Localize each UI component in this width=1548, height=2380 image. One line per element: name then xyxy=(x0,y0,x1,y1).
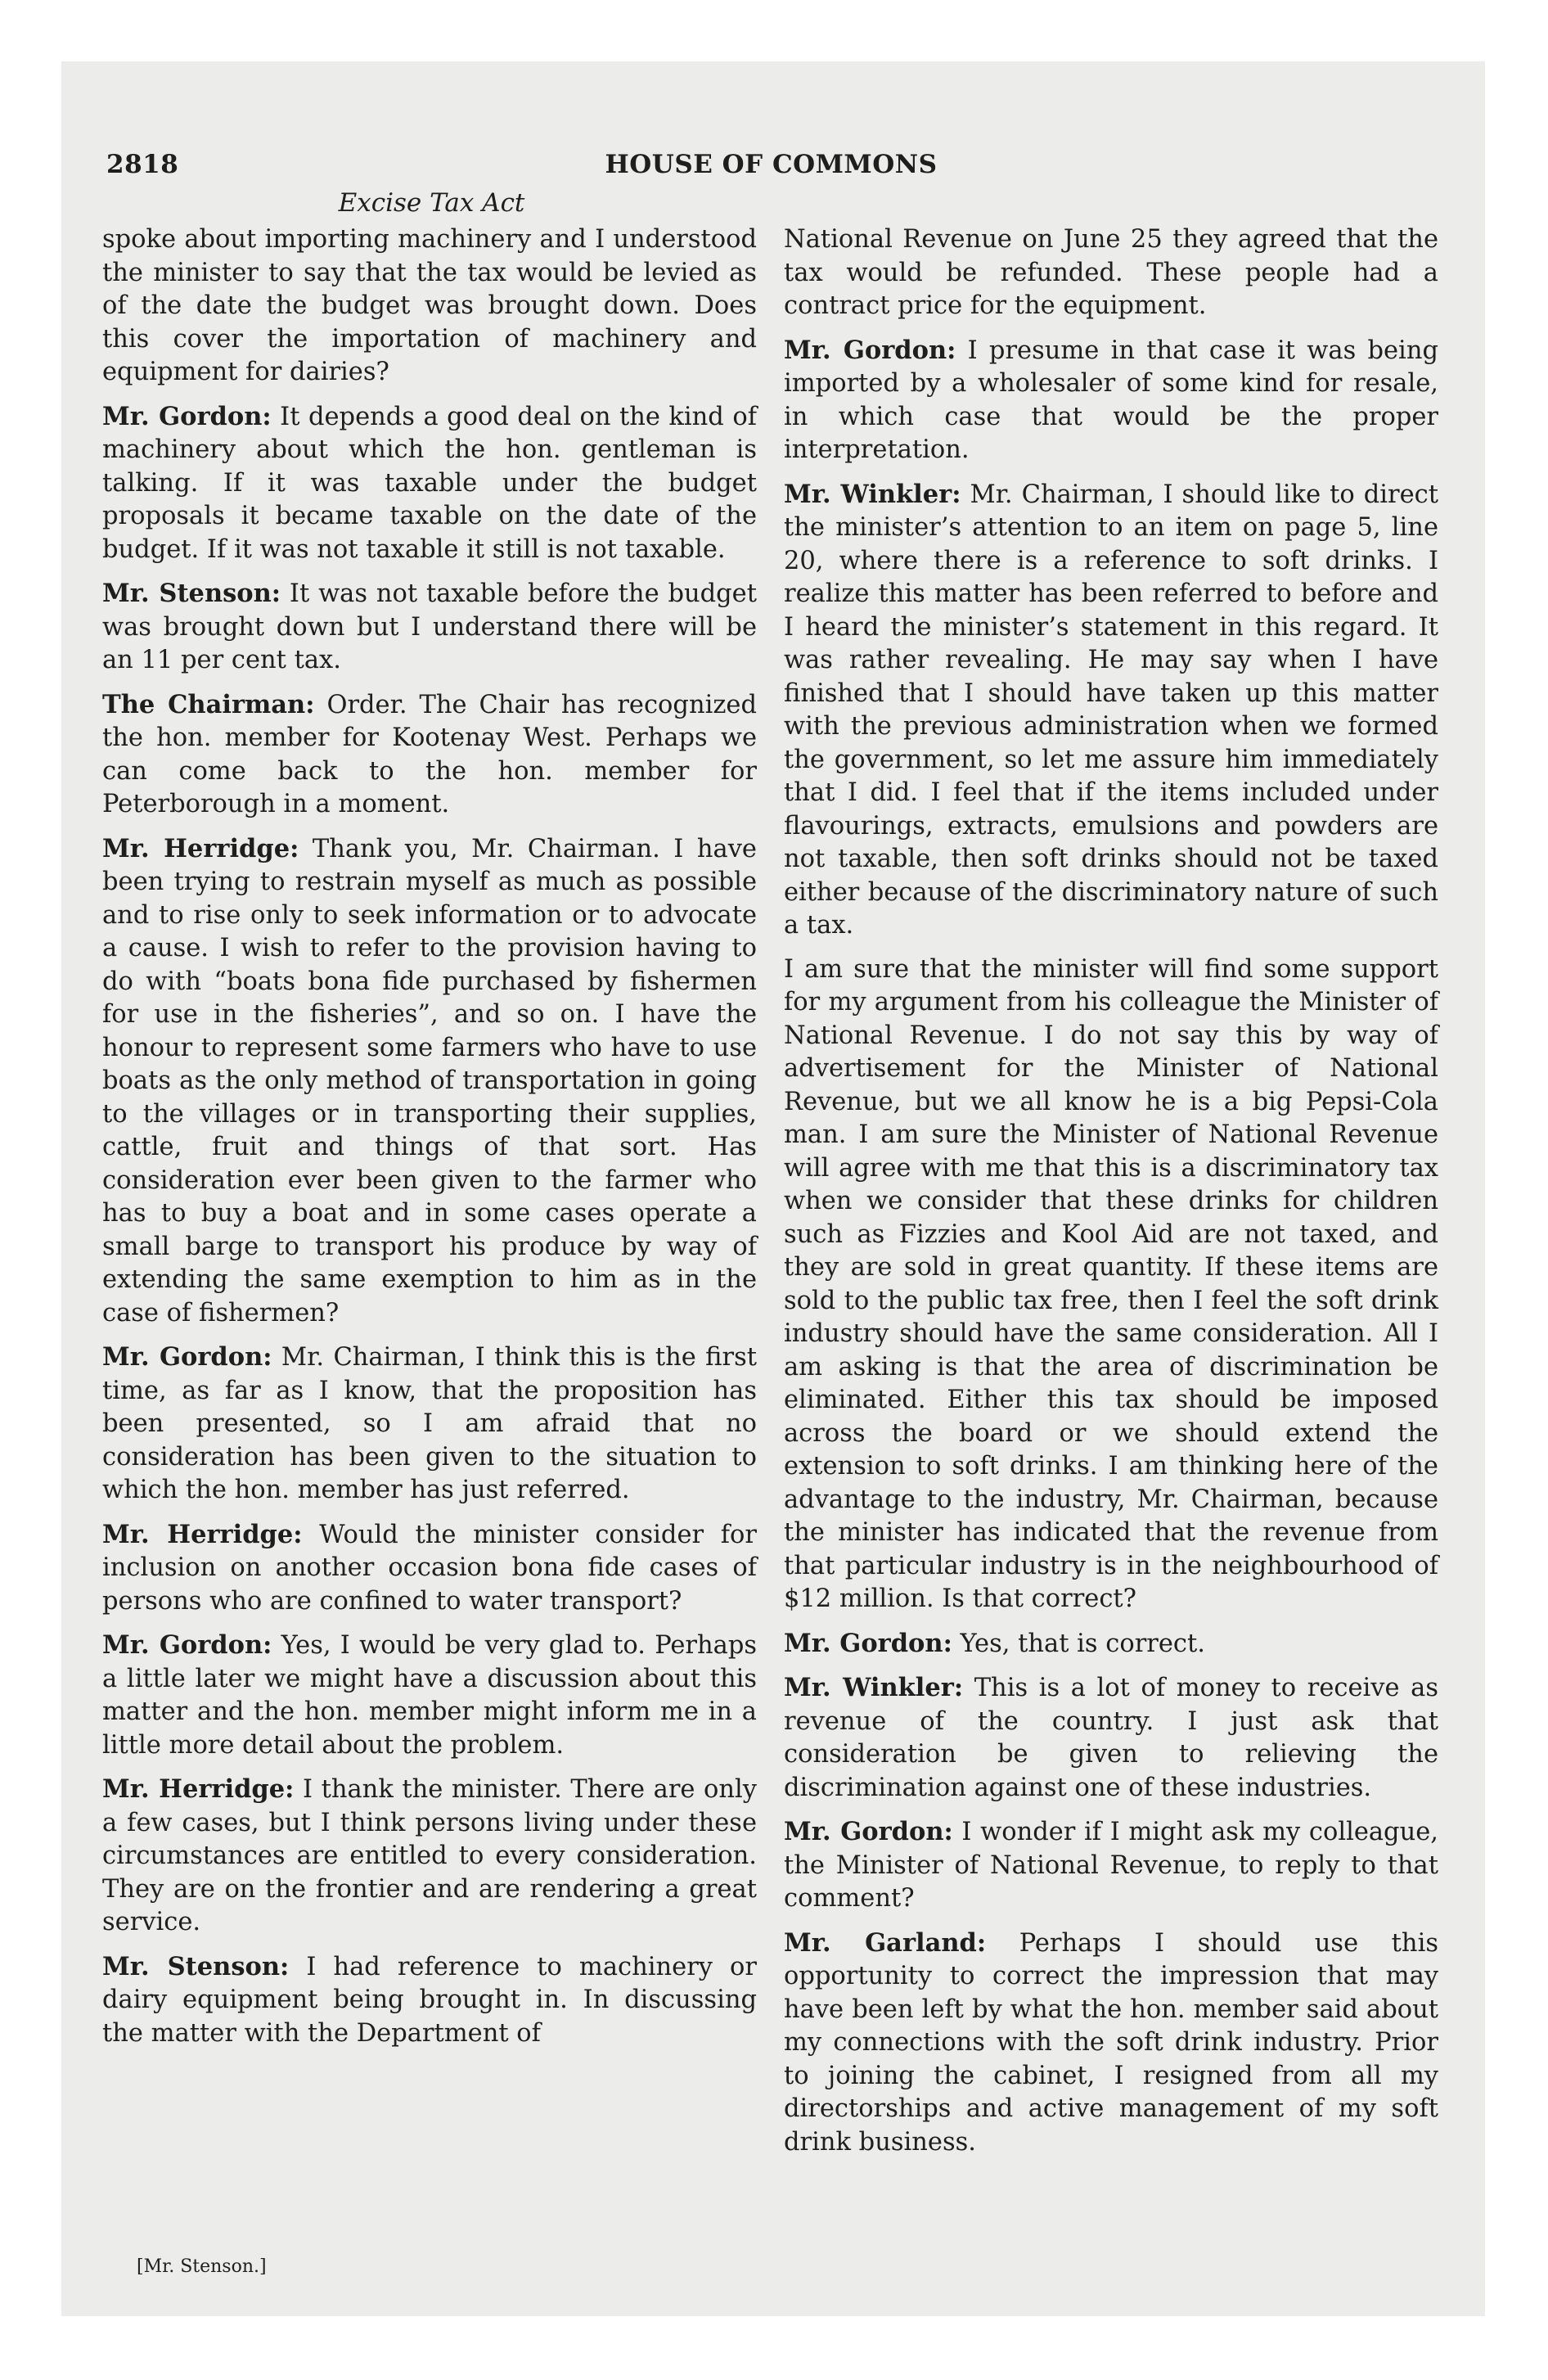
speaker-name: Mr. Garland: xyxy=(784,1927,987,1958)
speaker-name: Mr. Gordon: xyxy=(102,1342,272,1372)
document-page xyxy=(61,61,1485,2316)
speaker-name: Mr. Winkler: xyxy=(784,479,961,509)
paragraph-text: It was not taxable before the budget was brought down but I understand there will be an 11 per cent tax. xyxy=(102,579,757,674)
paragraph xyxy=(784,1627,1438,1661)
paragraph xyxy=(784,1671,1438,1805)
speaker-name: Mr. Stenson: xyxy=(102,579,281,608)
right-column xyxy=(784,223,1438,2170)
paragraph xyxy=(102,832,757,1331)
speaker-name: The Chairman: xyxy=(102,689,315,719)
journal-title: HOUSE OF COMMONS xyxy=(605,150,938,179)
paragraph-text: I wonder if I might ask my colleague, the Minister of National Revenue, to reply to that comment? xyxy=(784,1818,1438,1913)
speaker-name: Mr. Gordon: xyxy=(784,335,956,365)
paragraph xyxy=(102,688,757,822)
paragraph xyxy=(102,1773,757,1940)
paragraph-text: Order. The Chair has recognized the hon. member for Kootenay West. Perhaps we can come back to the hon. member for Peterborough in a moment. xyxy=(102,690,757,818)
paragraph-text: I am sure that the minister will find some support for my argument from his colleague the Minister of National Revenue. I do not say this by way of advertisement for the Minister of National Revenue, but we all know he is a big Pepsi-Cola man. I am sure the Minister of National Revenue will agree with me that this is a discriminatory tax when we consider that these drinks for children such as Fizzies and Kool Aid are not taxed, and they are sold in great quantity. If these items are sold to the public tax free, then I feel the soft drink industry should have the same consideration. All I am asking is that the area of discrimination be eliminated. Either this tax should be imposed across the board or we should extend the extension to soft drinks. I am thinking here of the advantage to the industry, Mr. Chairman, because the minister has indicated that the revenue from that particular industry is in the neighbourhood of $12 million. Is that correct? xyxy=(784,954,1438,1613)
paragraph-text: This is a lot of money to receive as revenue of the country. I just ask that consideration be given to relieving the discrimination against one of these industries. xyxy=(784,1674,1438,1802)
paragraph-text: Perhaps I should use this opportunity to correct the impression that may have been left by what the hon. member said about my connections with the soft drink industry. Prior to joining the cabinet, I resigned from all my directorships and active management of my soft drink business. xyxy=(784,1928,1438,2157)
paragraph-text: I thank the minister. There are only a few cases, but I think persons living under these circumstances are entitled to every consideration. They are on the frontier and are rendering a great service. xyxy=(102,1775,758,1936)
paragraph-text: I presume in that case it was being imported by a wholesaler of some kind for resale, in which case that would be the proper interpretation. xyxy=(784,336,1438,464)
paragraph xyxy=(102,1341,757,1508)
paragraph-text: spoke about importing machinery and I understood the minister to say that the tax would be levied as of the date the budget was brought down. Does this cover the importation of machinery and equipment for dairies? xyxy=(102,225,757,386)
paragraph xyxy=(784,334,1438,467)
paragraph xyxy=(102,223,757,390)
speaker-name: Mr. Gordon: xyxy=(784,1628,952,1658)
paragraph xyxy=(102,577,757,678)
paragraph xyxy=(784,223,1438,323)
footer-speaker-ref: [Mr. Stenson.] xyxy=(137,2256,267,2277)
paragraph xyxy=(102,400,757,567)
paragraph xyxy=(102,1629,757,1762)
speaker-name: Mr. Winkler: xyxy=(784,1673,964,1702)
speaker-name: Mr. Herridge: xyxy=(102,1519,303,1549)
speaker-name: Mr. Gordon: xyxy=(784,1817,953,1846)
paragraph xyxy=(784,1815,1438,1916)
left-column xyxy=(102,223,757,2061)
page-header xyxy=(106,150,1436,191)
paragraph xyxy=(102,1950,757,2051)
speaker-name: Mr. Herridge: xyxy=(102,833,299,863)
paragraph xyxy=(784,478,1438,943)
speaker-name: Mr. Gordon: xyxy=(102,1630,272,1660)
paragraph xyxy=(102,1518,757,1619)
paragraph-text: Mr. Chairman, I should like to direct the minister’s attention to an item on page 5, line 20, where there is a reference to soft drinks. I realize this matter has been referred to before and I heard the minister’s statement in this regard. It was rather revealing. He may say when I have finished that I should have taken up this matter with the previous administration when we formed the government, so let me assure him immediately that I did. I feel that if the items included under flavourings, extracts, emulsions and powders are not taxable, then soft drinks should not be taxed either because of the discriminatory nature of such a tax. xyxy=(784,480,1438,940)
speaker-name: Mr. Herridge: xyxy=(102,1774,295,1804)
paragraph-text: I had reference to machinery or dairy equipment being brought in. In discussing the matter with the Department of xyxy=(102,1952,757,2048)
section-subject: Excise Tax Act xyxy=(338,188,525,218)
paragraph xyxy=(784,1927,1438,2160)
page-number: 2818 xyxy=(106,150,179,179)
paragraph-text: Yes, that is correct. xyxy=(960,1629,1205,1658)
paragraph-text: National Revenue on June 25 they agreed that the tax would be refunded. These people had a contract price for the equipment. xyxy=(784,225,1438,320)
paragraph-text: It depends a good deal on the kind of machinery about which the hon. gentleman is talking. If it was taxable under the budget proposals it became taxable on the date of the budget. If it was not taxable it still is not taxable. xyxy=(102,402,757,564)
paragraph xyxy=(784,953,1438,1616)
speaker-name: Mr. Gordon: xyxy=(102,401,272,431)
paragraph-text: Mr. Chairman, I think this is the first time, as far as I know, that the proposition has been presented, so I am afraid that no consideration has been given to the situation to which the hon. member has just referred. xyxy=(102,1343,757,1504)
speaker-name: Mr. Stenson: xyxy=(102,1951,290,1981)
paragraph-text: Would the minister consider for inclusion on another occasion bona fide cases of persons who are confined to water transport? xyxy=(102,1520,757,1616)
paragraph-text: Yes, I would be very glad to. Perhaps a little later we might have a discussion about this matter and the hon. member might inform me in a little more detail about the problem. xyxy=(102,1631,757,1760)
paragraph-text: Thank you, Mr. Chairman. I have been trying to restrain myself as much as possible and to rise only to seek information or to advocate a cause. I wish to refer to the provision having to do with “boats bona fide purchased by fishermen for use in the fisheries”, and so on. I have the honour to represent some farmers who have to use boats as the only method of transportation in going to the villages or in transporting their supplies, cattle, fruit and things of that sort. Has consideration ever been given to the farmer who has to buy a boat and in some cases operate a small barge to transport his produce by way of extending the same exemption to him as in the case of fishermen? xyxy=(102,834,757,1327)
